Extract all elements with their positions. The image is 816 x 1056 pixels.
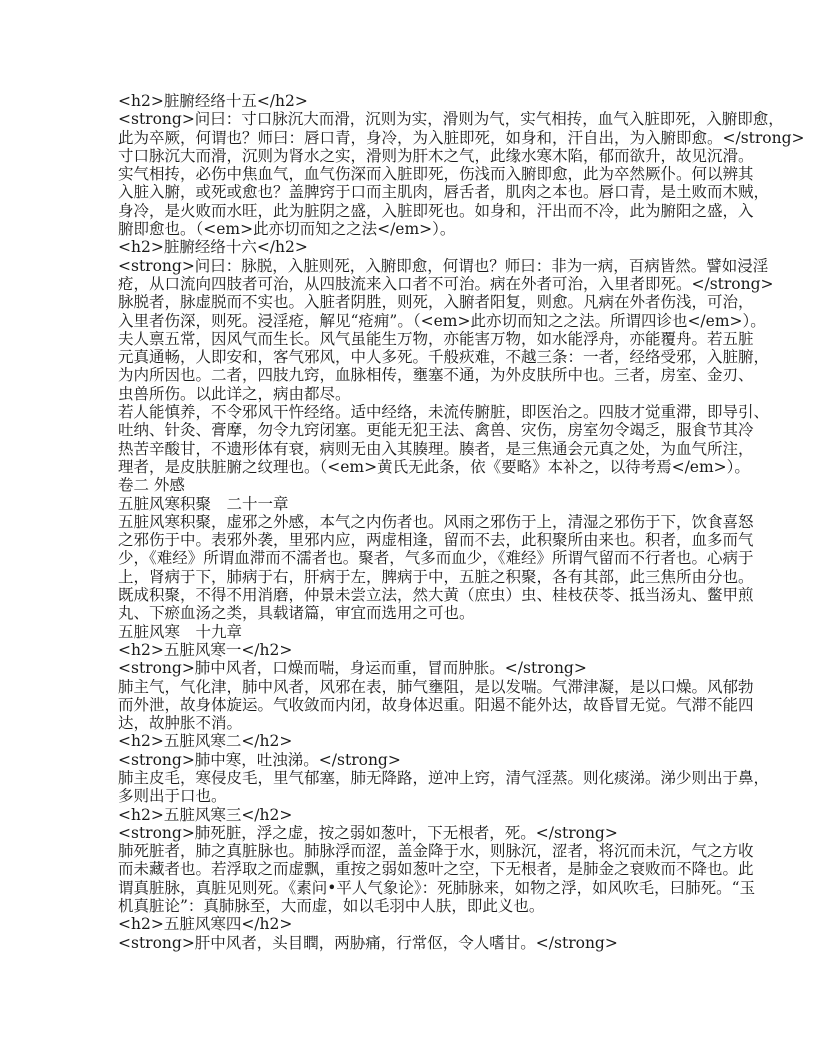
text-line: 卷二 外感 [118, 476, 185, 495]
text-line: 若人能慎养，不令邪风干忤经络。适中经络，未流传腑脏，即医治之。四肢才觉重滞，即导引、 [118, 403, 770, 422]
text-line: 为内所因也。二者，四肢九窍，血脉相传，壅塞不通，为外皮肤所中也。三者，房室、金刃、 [118, 366, 754, 385]
text-line: <strong>肺中风者，口燥而喘，身运而重，冒而肿胀。</strong> [118, 659, 587, 678]
text-line: 此为卒厥，何谓也？师曰：唇口青，身冷，为入脏即死，如身和，汗自出，为入腑即愈。</strong> [118, 128, 805, 147]
text-line: 五脏风寒积聚，虚邪之外感，本气之内伤者也。风雨之邪伤于上，清湿之邪伤于下，饮食喜怒 [118, 512, 754, 531]
text-line: 肺主气，气化津，肺中风者，风邪在表，肺气壅阻，是以发喘。气滞津凝，是以口燥。风郁勃 [118, 677, 754, 696]
text-line: 脉脱者，脉虚脱而不实也。入脏者阴胜，则死，入腑者阳复，则愈。凡病在外者伤浅，可治， [118, 293, 754, 312]
text-line: <h2>五脏风寒三</h2> [118, 805, 293, 824]
text-line: 腑即愈也。（<em>此亦切而知之之法</em>）。 [118, 220, 456, 239]
text-line: 寸口脉沉大而滑，沉则为肾水之实，滑则为肝木之气，此缘水寒木陷，郁而欲升，故见沉滑。 [118, 146, 754, 165]
text-line: 五脏风寒 十九章 [118, 622, 243, 641]
text-line: 谓真脏脉，真脏见则死。《素问•平人气象论》：死肺脉来，如物之浮，如风吹毛，曰肺死。“玉 [118, 878, 756, 897]
text-line: 达，故肿胀不消。 [118, 714, 243, 733]
text-line: 既成积聚，不得不用消磨，仲景未尝立法，然大黄（庶虫）虫、桂枝茯苓、抵当汤丸、鳖甲煎 [118, 586, 754, 605]
text-line: 元真通畅，人即安和，客气邪风，中人多死。千般疢难，不越三条：一者，经络受邪，入脏腑， [118, 348, 770, 367]
text-line: <h2>脏腑经络十五</h2> [118, 92, 308, 110]
text-line: <h2>脏腑经络十六</h2> [118, 238, 308, 257]
text-line: 少，《难经》所谓血滞而不濡者也。聚者，气多而血少，《难经》所谓气留而不行者也。心病于 [118, 549, 754, 568]
text-line: <strong>问曰：寸口脉沉大而滑，沉则为实，滑则为气，实气相抟，血气入脏即死，入腑即愈， [118, 110, 784, 129]
text-line: <strong>问曰：脉脱，入脏则死，入腑即愈，何谓也？师曰：非为一病，百病皆然。譬如浸淫 [118, 256, 769, 275]
text-line: 夫人禀五常，因风气而生长。风气虽能生万物，亦能害万物，如水能浮舟，亦能覆舟。若五脏 [118, 329, 754, 348]
text-line: 疮，从口流向四肢者可治，从四肢流来入口者不可治。病在外者可治，入里者即死。</strong> [118, 274, 774, 293]
text-line: 而未藏者也。若浮取之而虚飘，重按之弱如葱叶之空，下无根者，是肺金之衰败而不降也。此 [118, 860, 754, 879]
text-line: 之邪伤于中。表邪外袭，里邪内应，两虚相逢，留而不去，此积聚所由来也。积者，血多而气 [118, 531, 754, 550]
text-line: 虫兽所伤。以此详之，病由都尽。 [118, 384, 351, 403]
text-line: 机真脏论”：真肺脉至，大而虚，如以毛羽中人肤，即此义也。 [118, 897, 545, 916]
text-line: 热苦辛酸甘，不遗形体有衰，病则无由入其腠理。腠者，是三焦通会元真之处，为血气所注， [118, 439, 754, 458]
text-line: <h2>五脏风寒四</h2> [118, 915, 293, 934]
text-line: 而外泄，故身体旋运。气收敛而内闭，故身体迟重。阳遏不能外达，故昏冒无觉。气滞不能四 [118, 695, 754, 714]
text-line: <strong>肺中寒，吐浊涕。</strong> [118, 750, 401, 769]
text-line: 丸、下瘀血汤之类，具载诸篇，审宜而选用之可也。 [118, 604, 475, 623]
text-line: <h2>五脏风寒一</h2> [118, 640, 293, 659]
text-line: <h2>五脏风寒二</h2> [118, 732, 293, 751]
text-line: 多则出于口也。 [118, 787, 227, 806]
text-line: 吐纳、针灸、膏摩，勿令九窍闭塞。更能无犯王法、禽兽、灾伤，房室勿令竭乏，服食节其冷 [118, 421, 754, 440]
text-line: 肺死脏者，肺之真脏脉也。肺脉浮而涩，盖金降于水，则脉沉，涩者，将沉而未沉，气之方收 [118, 842, 754, 861]
text-line: 入里者伤深，则死。浸淫疮，解见“疮痈”。（<em>此亦切而知之之法。所谓四诊也</em>）。 [118, 311, 766, 330]
text-line: <strong>肝中风者，头目瞤，两胁痛，行常伛，令人嗜甘。</strong> [118, 933, 618, 952]
text-line: <strong>肺死脏，浮之虚，按之弱如葱叶，下无根者，死。</strong> [118, 823, 618, 842]
text-line: 理者，是皮肤脏腑之纹理也。（<em>黄氏无此条，依《要略》本补之，以待考焉</em>）。 [118, 457, 750, 476]
text-line: 实气相抟，必伤中焦血气，血气伤深而入脏即死，伤浅而入腑即愈，此为卒然厥仆。何以辨其 [118, 165, 754, 184]
document-body [118, 92, 805, 952]
text-line: 肺主皮毛，寒侵皮毛，里气郁塞，肺无降路，逆冲上窍，清气淫蒸。则化痰涕。涕少则出于鼻， [118, 768, 770, 787]
text-line: 五脏风寒积聚 二十一章 [118, 494, 289, 513]
text-line: 入脏入腑，或死或愈也？盖脾窍于口而主肌肉，唇舌者，肌肉之本也。唇口青，是土败而木贼， [118, 183, 770, 202]
text-line: 身冷，是火败而水旺，此为脏阴之盛，入脏即死也。如身和，汗出而不冷，此为腑阳之盛，入 [118, 201, 754, 220]
text-line: 上，肾病于下，肺病于右，肝病于左，脾病于中，五脏之积聚，各有其部，此三焦所由分也。 [118, 567, 754, 586]
